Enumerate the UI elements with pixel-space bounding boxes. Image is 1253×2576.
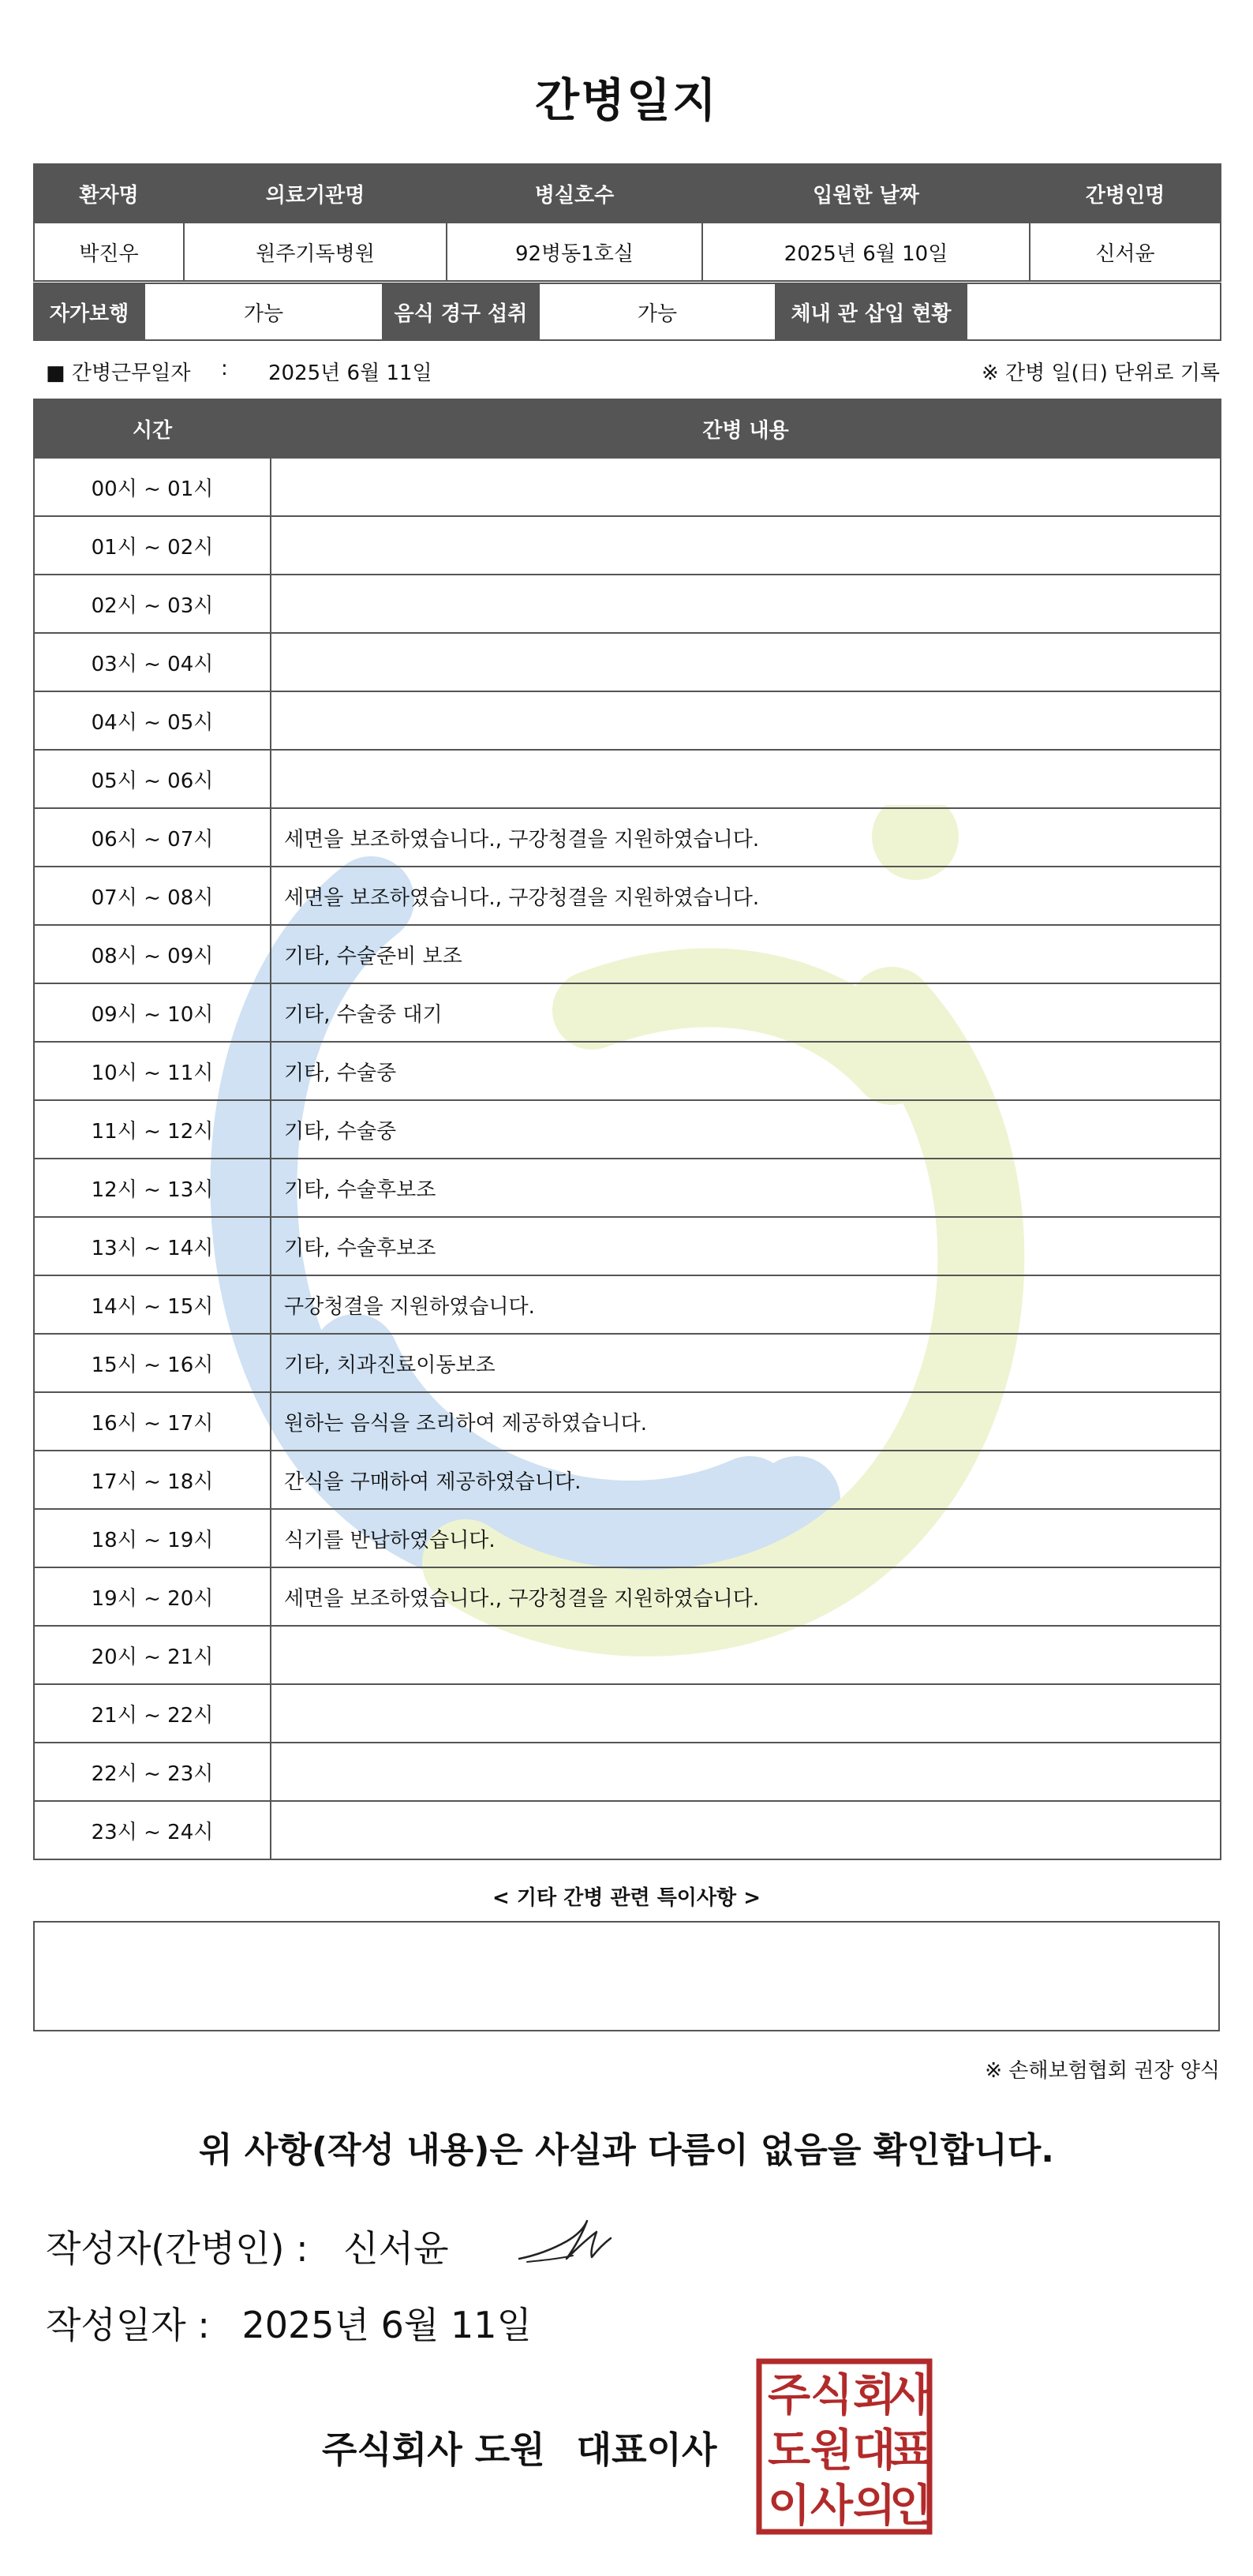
confirmation-statement: 위 사항(작성 내용)은 사실과 다름이 없음을 확인합니다. xyxy=(199,2130,1054,2170)
content-cell: 구강청결을 지원하였습니다. xyxy=(271,1275,1221,1334)
page-title: 간병일지 xyxy=(534,73,719,127)
table-row xyxy=(34,633,1221,691)
content-cell xyxy=(271,633,1221,691)
time-cell: 01시 ~ 02시 xyxy=(34,516,271,575)
time-cell: 13시 ~ 14시 xyxy=(34,1217,271,1275)
time-cell: 12시 ~ 13시 xyxy=(34,1159,271,1217)
time-cell: 10시 ~ 11시 xyxy=(34,1042,271,1100)
time-cell: 07시 ~ 08시 xyxy=(34,867,271,925)
svg-text:식: 식 xyxy=(810,2370,854,2421)
written-date-label: 작성일자 : xyxy=(46,2304,210,2346)
svg-text:회: 회 xyxy=(852,2370,896,2421)
duty-date-line xyxy=(46,355,1220,387)
table-row xyxy=(34,691,1221,750)
content-cell xyxy=(271,691,1221,750)
caregiver-header: 간병인명 xyxy=(1030,164,1221,223)
table-row xyxy=(34,516,1221,575)
hospital-value: 원주기독병원 xyxy=(184,223,447,281)
content-cell: 세면을 보조하였습니다., 구강청결을 지원하였습니다. xyxy=(271,808,1221,867)
table-row xyxy=(34,1392,1221,1451)
company-name: 주식회사 도원 xyxy=(322,2428,545,2471)
duty-date-label: ■ 간병근무일자 xyxy=(46,361,191,385)
content-cell: 기타, 수술중 xyxy=(271,1100,1221,1159)
content-cell: 세면을 보조하였습니다., 구강청결을 지원하였습니다. xyxy=(271,1567,1221,1626)
table-row xyxy=(34,458,1221,516)
duty-date-separator: : xyxy=(221,357,228,380)
table-row xyxy=(34,983,1221,1042)
company-role: 대표이사 xyxy=(576,2428,717,2471)
writer-name: 신서윤 xyxy=(343,2227,449,2270)
content-cell: 간식을 구매하여 제공하였습니다. xyxy=(271,1451,1221,1509)
patient-name-header: 환자명 xyxy=(34,164,184,223)
tube-label: 체내 관 삽입 현황 xyxy=(776,283,967,340)
table-row xyxy=(34,1626,1221,1684)
tube-value xyxy=(967,283,1221,340)
table-row xyxy=(34,1509,1221,1567)
remarks-title: < 기타 간병 관련 특이사항 > xyxy=(492,1886,761,1910)
table-row xyxy=(34,1743,1221,1801)
patient-info-table xyxy=(33,163,1221,282)
admission-date-header: 입원한 날짜 xyxy=(702,164,1030,223)
duty-note: ※ 간병 일(日) 단위로 기록 xyxy=(981,361,1220,385)
admission-date-value: 2025년 6월 10일 xyxy=(702,223,1030,281)
svg-text:사: 사 xyxy=(888,2370,933,2421)
time-cell: 03시 ~ 04시 xyxy=(34,633,271,691)
table-row xyxy=(34,750,1221,808)
writer-line xyxy=(46,2220,449,2272)
content-cell: 기타, 치과진료이동보조 xyxy=(271,1334,1221,1392)
table-row xyxy=(34,575,1221,633)
time-cell: 08시 ~ 09시 xyxy=(34,925,271,983)
handwritten-signature xyxy=(511,2210,614,2273)
table-row xyxy=(34,1159,1221,1217)
self-walk-label: 자가보행 xyxy=(34,283,144,340)
svg-text:인: 인 xyxy=(888,2481,933,2532)
time-cell: 20시 ~ 21시 xyxy=(34,1626,271,1684)
table-row xyxy=(34,1451,1221,1509)
svg-text:사: 사 xyxy=(810,2481,854,2532)
time-cell: 06시 ~ 07시 xyxy=(34,808,271,867)
company-line xyxy=(322,2421,716,2473)
care-log-table xyxy=(33,399,1221,1860)
svg-text:이: 이 xyxy=(767,2481,811,2532)
time-cell: 14시 ~ 15시 xyxy=(34,1275,271,1334)
written-date-line xyxy=(46,2297,532,2349)
time-cell: 09시 ~ 10시 xyxy=(34,983,271,1042)
duty-date-value: 2025년 6월 11일 xyxy=(268,361,432,385)
content-cell: 기타, 수술후보조 xyxy=(271,1159,1221,1217)
table-row xyxy=(34,1217,1221,1275)
table-row xyxy=(34,1567,1221,1626)
time-cell: 21시 ~ 22시 xyxy=(34,1684,271,1743)
content-cell xyxy=(271,458,1221,516)
svg-text:원: 원 xyxy=(810,2425,854,2477)
room-value: 92병동1호실 xyxy=(447,223,702,281)
company-seal-stamp xyxy=(756,2358,933,2535)
table-row xyxy=(34,1100,1221,1159)
self-walk-value: 가능 xyxy=(144,283,383,340)
writer-label: 작성자(간병인) : xyxy=(46,2227,309,2270)
time-cell: 15시 ~ 16시 xyxy=(34,1334,271,1392)
time-header: 시간 xyxy=(34,399,271,458)
content-cell xyxy=(271,516,1221,575)
status-info-table xyxy=(33,283,1221,341)
content-header: 간병 내용 xyxy=(271,399,1221,458)
time-cell: 17시 ~ 18시 xyxy=(34,1451,271,1509)
time-cell: 00시 ~ 01시 xyxy=(34,458,271,516)
table-row xyxy=(34,1801,1221,1859)
content-cell: 기타, 수술준비 보조 xyxy=(271,925,1221,983)
time-cell: 23시 ~ 24시 xyxy=(34,1801,271,1859)
svg-text:대: 대 xyxy=(852,2425,896,2477)
content-cell xyxy=(271,750,1221,808)
table-row xyxy=(34,867,1221,925)
written-date-value: 2025년 6월 11일 xyxy=(241,2304,532,2346)
svg-text:도: 도 xyxy=(767,2425,811,2477)
time-cell: 04시 ~ 05시 xyxy=(34,691,271,750)
content-cell: 기타, 수술중 대기 xyxy=(271,983,1221,1042)
remarks-box xyxy=(33,1921,1220,2031)
content-cell: 기타, 수술후보조 xyxy=(271,1217,1221,1275)
time-cell: 16시 ~ 17시 xyxy=(34,1392,271,1451)
format-note: ※ 손해보험협회 권장 양식 xyxy=(985,2059,1220,2083)
table-row xyxy=(34,1275,1221,1334)
patient-name-value: 박진우 xyxy=(34,223,184,281)
time-cell: 22시 ~ 23시 xyxy=(34,1743,271,1801)
table-row xyxy=(34,1042,1221,1100)
time-cell: 02시 ~ 03시 xyxy=(34,575,271,633)
content-cell xyxy=(271,1626,1221,1684)
content-cell xyxy=(271,1743,1221,1801)
content-cell: 세면을 보조하였습니다., 구강청결을 지원하였습니다. xyxy=(271,867,1221,925)
caregiver-value: 신서윤 xyxy=(1030,223,1221,281)
time-cell: 11시 ~ 12시 xyxy=(34,1100,271,1159)
content-cell xyxy=(271,575,1221,633)
svg-text:의: 의 xyxy=(852,2481,896,2532)
table-row xyxy=(34,1684,1221,1743)
time-cell: 19시 ~ 20시 xyxy=(34,1567,271,1626)
time-cell: 18시 ~ 19시 xyxy=(34,1509,271,1567)
oral-intake-label: 음식 경구 섭취 xyxy=(383,283,539,340)
content-cell xyxy=(271,1801,1221,1859)
oral-intake-value: 가능 xyxy=(539,283,776,340)
content-cell: 원하는 음식을 조리하여 제공하였습니다. xyxy=(271,1392,1221,1451)
time-cell: 05시 ~ 06시 xyxy=(34,750,271,808)
svg-text:주: 주 xyxy=(767,2370,811,2421)
room-header: 병실호수 xyxy=(447,164,702,223)
table-row xyxy=(34,808,1221,867)
content-cell: 식기를 반납하였습니다. xyxy=(271,1509,1221,1567)
table-row xyxy=(34,1334,1221,1392)
content-cell xyxy=(271,1684,1221,1743)
hospital-header: 의료기관명 xyxy=(184,164,447,223)
svg-text:표: 표 xyxy=(888,2425,933,2477)
table-row xyxy=(34,925,1221,983)
content-cell: 기타, 수술중 xyxy=(271,1042,1221,1100)
